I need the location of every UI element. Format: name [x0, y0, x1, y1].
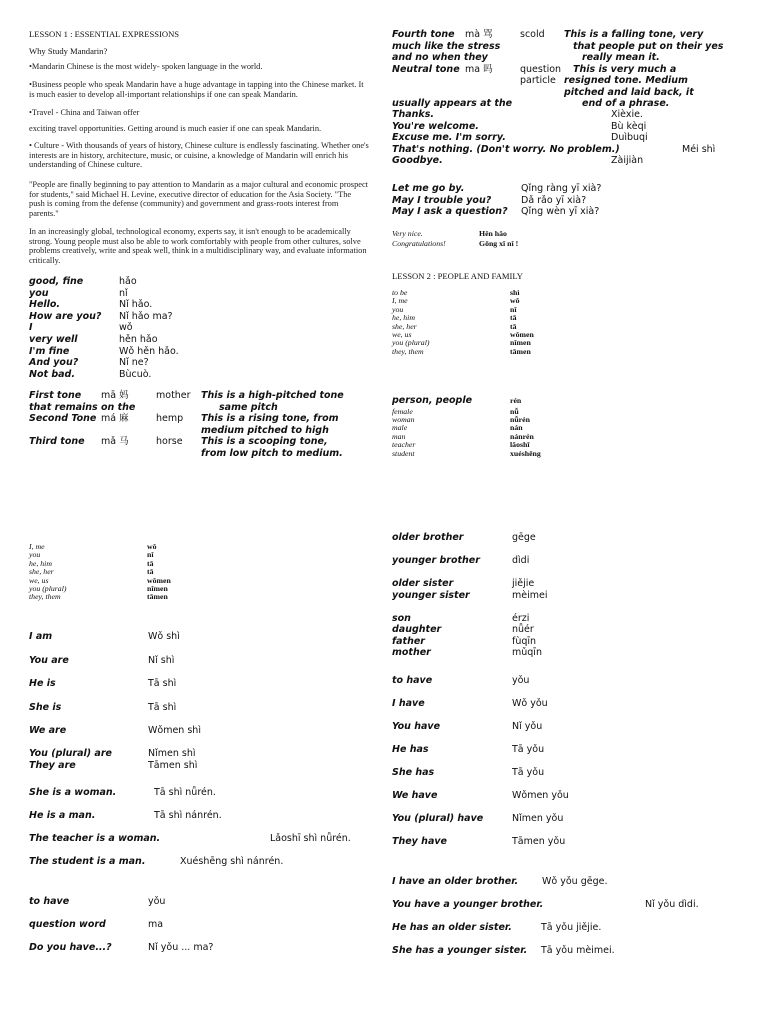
family-vocab: older brother gēge younger brother dìdi older sister jiějie younger sister mèimei son érzi daughter nǚér father fùqīn mother mǔqīn	[392, 532, 548, 658]
tone-ma: mā 妈	[101, 390, 129, 401]
to-have-sentences: I have an older brother. Wǒ yǒu gēge. You have a younger brother. Nǐ yǒu dìdi. He has an older sister. Tā yǒu jiějie. She has a younger sister. Tā yǒu mèimei.	[392, 876, 699, 956]
tone-desc: same pitch	[219, 401, 278, 413]
people-list: person, people rén female nǚ woman nǚrén male nán man nánrén teacher lǎoshī student xuéshēng	[392, 395, 541, 458]
courtesy-phrases: Thanks. Xièxie. You're welcome. Bù kèqi Excuse me. I'm sorry. Duìbuqi That's nothing. (Don't worry. No problem.) Méi shì Goodbye. Zàijiàn	[392, 109, 716, 166]
why-study-heading: Why Study Mandarin?	[29, 46, 108, 56]
vocab-row: How are you? Nǐ hǎo ma?	[29, 310, 173, 322]
intro-para-4: exciting travel opportunities. Getting around is much easier if one can speak Mandarin.	[29, 124, 322, 133]
intro-para-6: "People are finally beginning to pay attention to Mandarin as a major cultural and economic prospect for students," said Michael H. Levine, executive director of education for the Asia Society. "The push is coming from the defense (community) and government and grass-roots interest from parents."	[29, 180, 369, 218]
lesson2-title: LESSON 2 : PEOPLE AND FAMILY	[392, 271, 523, 281]
tone-name: First tone	[29, 390, 82, 401]
request-phrases: Let me go by. Qǐng ràng yī xià? May I trouble you? Dǎ rǎo yī xià? May I ask a question? Qǐng wèn yī xià?	[392, 183, 602, 217]
tone-desc: medium pitched to high	[201, 424, 329, 436]
vocab-row: I'm fine Wǒ hěn hǎo.	[29, 345, 179, 357]
vocab-row: good, fine hǎo	[29, 276, 137, 287]
tone-ma: má 麻	[101, 413, 129, 424]
intro-para-3: •Travel - China and Taiwan offer	[29, 108, 140, 117]
tone-name: Second Tone	[29, 413, 97, 424]
vocab-row: Not bad. Bùcuò.	[29, 368, 152, 380]
have-vocab: to have yǒu question word ma Do you have...? Nǐ yǒu ... ma?	[29, 896, 214, 953]
tone-meaning: hemp	[156, 413, 184, 424]
tone-desc: from low pitch to medium.	[201, 447, 343, 459]
vocab-row: I wǒ	[29, 322, 133, 334]
tone-meaning: horse	[156, 436, 183, 447]
pronoun-list: I, me wǒ you nǐ he, him tā she, her tā we, us wǒmen you (plural) nǐmen they, them tāmen	[29, 542, 171, 602]
to-be-sentences: She is a woman. Tā shì nǚrén. He is a man. Tā shì nánrén. The teacher is a woman. Lǎoshī shì nǚrén. The student is a man. Xuéshēng shì nánrén.	[29, 787, 351, 867]
to-be-conjugation: I am Wǒ shì You are Nǐ shì He is Tā shì She is Tā shì We are Wǒmen shì You (plural) are Nǐmen shì They are Tāmen shì	[29, 631, 201, 771]
tone-desc: that remains on the	[29, 401, 136, 413]
vocab-row: very well hěn hǎo	[29, 333, 158, 345]
tones-continued: Fourth tone mà 骂 scold This is a falling tone, very much like the stress that people put on their yes and no when they really mean it. Neutral tone ma 吗 question This is very much a particle resigned tone. Medium pitched and laid back, it usually appears at the end of a phrase.	[392, 29, 724, 109]
tone-meaning: mother	[156, 390, 191, 401]
tone-name: Third tone	[29, 436, 85, 447]
to-have-conjugation: to have yǒu I have Wǒ yǒu You have Nǐ yǒu He has Tā yǒu She has Tā yǒu We have Wǒmen yǒu You (plural) have Nǐmen yǒu They have Tāmen yǒu	[392, 675, 569, 847]
tone-ma: mǎ 马	[101, 436, 129, 447]
tone-desc: This is a scooping tone,	[201, 436, 328, 447]
lesson1-title: LESSON 1 : ESSENTIAL EXPRESSIONS	[29, 29, 180, 39]
nice-phrases: Very nice. Hěn hǎo Congratulations! Gōng xǐ nǐ !	[392, 229, 519, 248]
tone-desc: This is a rising tone, from	[201, 413, 339, 424]
lesson2-pronoun-list: to be shì I, me wǒ you nǐ he, him tā she, her tā we, us wǒmen you (plural) nǐmen they, them tāmen	[392, 288, 534, 356]
intro-para-5: • Culture - With thousands of years of history, Chinese culture is endlessly fascinating. Whether one's interests are in history, architecture, music, or cuisine, a knowledge of Mandarin will enrich his understanding of Chinese culture.	[29, 141, 369, 170]
intro-para-7: In an increasingly global, technological economy, experts say, it isn't enough to be academically strong. Young people must also be able to work comfortably with people from other cultures, solve problems creatively, write and speak well, think in a multidisciplinary way, and evaluate information critically.	[29, 227, 367, 265]
tone-desc: This is a high-pitched tone	[201, 390, 344, 401]
basic-vocab-list	[29, 276, 329, 380]
intro-para-2: •Business people who speak Mandarin have a huge advantage in tapping into the Chinese market. It is much easier to develop all-important relationships if one can speak Mandarin.	[29, 80, 364, 99]
intro-para-1: •Mandarin Chinese is the most widely- spoken language in the world.	[29, 62, 263, 71]
vocab-row: Hello. Nǐ hǎo.	[29, 299, 153, 311]
vocab-row: you nǐ	[29, 287, 128, 299]
vocab-row: And you? Nǐ ne?	[29, 357, 149, 369]
tones-table	[29, 390, 369, 460]
